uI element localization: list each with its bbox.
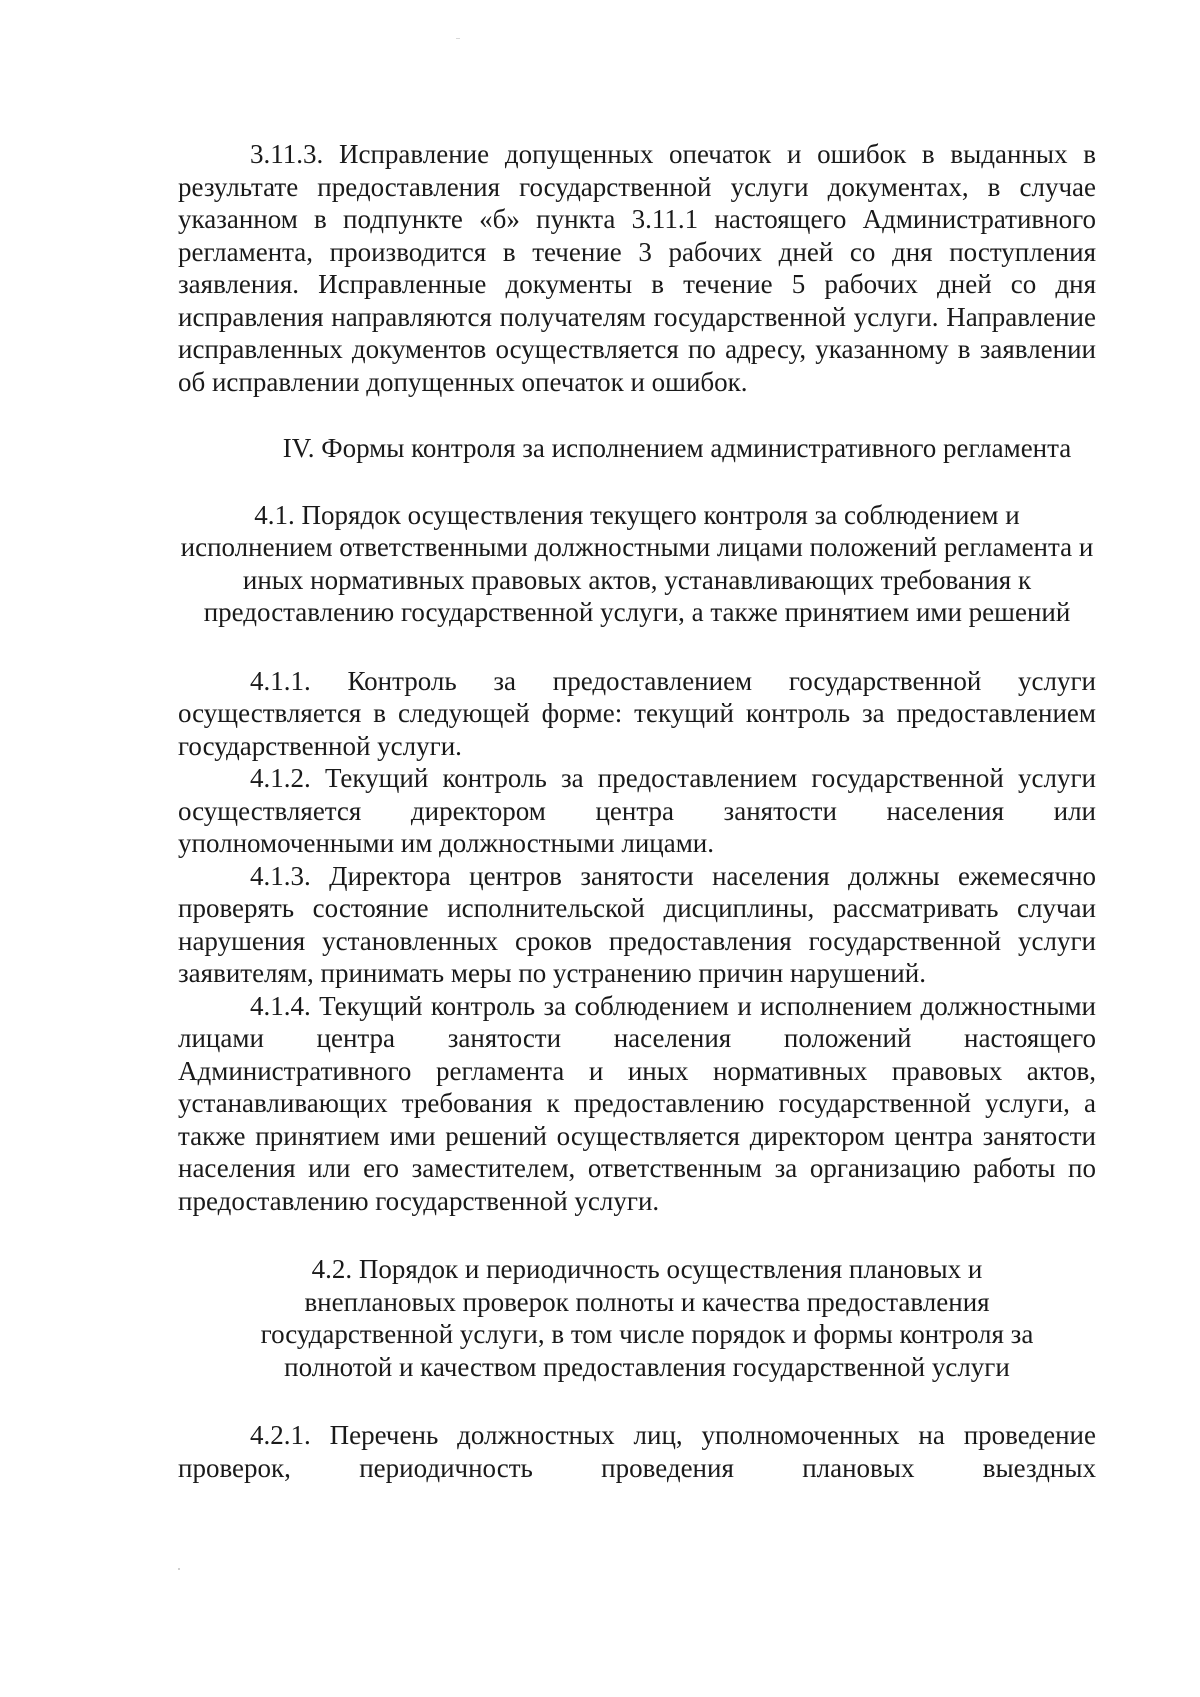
- section-iv-title: IV. Формы контроля за исполнением административного регламента: [282, 433, 1072, 463]
- scan-speck: [456, 38, 460, 39]
- heading-4-1: 4.1. Порядок осуществления текущего контроля за соблюдением и исполнением ответственными должностными лицами положений регламента и иных нормативных правовых актов, устанавливающих требования к предоставлению государственной услуги, а также принятием ими решений: [180, 499, 1094, 627]
- document-body: [178, 138, 1096, 1484]
- paragraph-4-2-1: 4.2.1. Перечень должностных лиц, уполномоченных на проведение проверок, периодичность проведения плановых выездных: [178, 1420, 1096, 1483]
- paragraph-4-1-3: 4.1.3. Директора центров занятости населения должны ежемесячно проверять состояние исполнительской дисциплины, рассматривать случаи нарушения установленных сроков предоставления государственной услуги заявителям, принимать меры по устранению причин нарушений.: [178, 860, 1096, 988]
- paragraph-4-1-4: 4.1.4. Текущий контроль за соблюдением и исполнением должностными лицами центра занятости населения положений настоящего Административного регламента и иных нормативных правовых актов, устанавливающих требования к предоставлению государственной услуги, а также принятием ими решений осуществляется директором центра занятости населения или его заместителем, ответственным за организацию работы по предоставлению государственной услуги.: [178, 990, 1096, 1216]
- paragraph-3-11-3: 3.11.3. Исправление допущенных опечаток и ошибок в выданных в результате предоставления государственной услуги документах, в случае указанном в подпункте «б» пункта 3.11.1 настоящего Административного регламента, производится в течение 3 рабочих дней со дня поступления заявления. Исправленные документы в течение 5 рабочих дней со дня исправления направляются получателям государственной услуги. Направление исправленных документов осуществляется по адресу, указанному в заявлении об исправлении допущенных опечаток и ошибок.: [178, 139, 1096, 397]
- paragraph-4-1-1: 4.1.1. Контроль за предоставлением государственной услуги осуществляется в следующей форме: текущий контроль за предоставлением государственной услуги.: [178, 665, 1096, 761]
- paragraph-4-1-2: 4.1.2. Текущий контроль за предоставлением государственной услуги осуществляется директором центра занятости населения или уполномоченными им должностными лицами.: [178, 763, 1096, 858]
- scan-speck-bottom: [178, 1568, 180, 1570]
- heading-4-2: 4.2. Порядок и периодичность осуществления плановых и внеплановых проверок полноты и качества предоставления государственной услуги, в том числе порядок и формы контроля за полнотой и качеством предоставления государственной услуги: [260, 1254, 1034, 1382]
